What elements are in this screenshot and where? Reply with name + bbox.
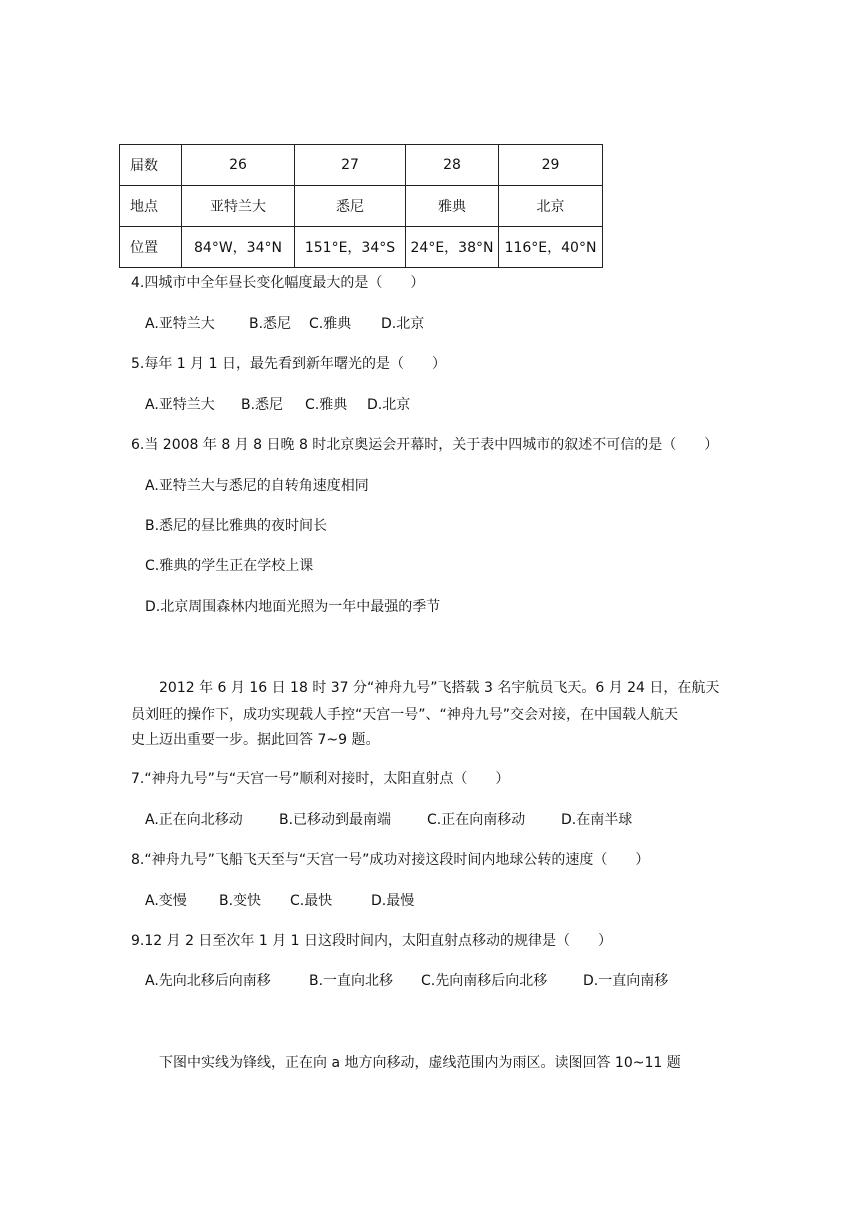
table-row	[120, 227, 603, 268]
passage-line: 史上迈出重要一步。据此回答 7~9 题。	[131, 732, 380, 748]
option-c: C.先向南移后向北移	[421, 973, 548, 989]
option-d: D.北京	[381, 316, 425, 332]
table-cell: 北京	[499, 186, 603, 227]
option-a: A.先向北移后向南移	[145, 973, 271, 989]
table-cell: 24°E，38°N	[406, 227, 499, 268]
option-b: B.已移动到最南端	[279, 812, 392, 828]
table-cell: 27	[295, 145, 406, 186]
table-cell: 悉尼	[295, 186, 406, 227]
question-4-stem: 4.四城市中全年昼长变化幅度最大的是（ ）	[131, 275, 425, 291]
question-4-options	[145, 313, 424, 333]
olympics-table	[119, 144, 603, 268]
table-cell: 116°E，40°N	[499, 227, 603, 268]
question-8-stem: 8.“神舟九号”飞船飞天至与“天宫一号”成功对接这段时间内地球公转的速度（ ）	[131, 852, 650, 868]
question-6-option-d: D.北京周围森林内地面光照为一年中最强的季节	[145, 599, 441, 615]
option-c: C.雅典	[305, 397, 348, 413]
option-a: A.亚特兰大	[145, 316, 215, 332]
table-cell: 亚特兰大	[182, 186, 295, 227]
option-b: B.变快	[219, 893, 262, 909]
option-b: B.悉尼	[241, 397, 284, 413]
table-cell: 84°W，34°N	[182, 227, 295, 268]
option-d: D.最慢	[371, 893, 415, 909]
passage-line: 下图中实线为锋线，正在向 a 地方向移动，虚线范围内为雨区。读图回答 10~11 题	[159, 1055, 681, 1071]
table-row	[120, 186, 603, 227]
option-c: C.最快	[290, 893, 333, 909]
question-9-stem: 9.12 月 2 日至次年 1 月 1 日这段时间内，太阳直射点移动的规律是（ ）	[131, 933, 613, 949]
option-a: A.正在向北移动	[145, 812, 243, 828]
option-c: C.正在向南移动	[427, 812, 526, 828]
option-d: D.北京	[367, 397, 411, 413]
row-header: 地点	[120, 186, 182, 227]
question-5-options	[145, 394, 410, 414]
option-b: B.悉尼	[249, 316, 292, 332]
question-6-option-b: B.悉尼的昼比雅典的夜时间长	[145, 518, 328, 534]
question-7-options	[145, 809, 632, 829]
option-b: B.一直向北移	[309, 973, 394, 989]
table-cell: 雅典	[406, 186, 499, 227]
question-7-stem: 7.“神舟九号”与“天宫一号”顺利对接时，太阳直射点（ ）	[131, 771, 510, 787]
table-cell: 28	[406, 145, 499, 186]
table-cell: 29	[499, 145, 603, 186]
question-9-options	[145, 970, 668, 990]
question-6-stem: 6.当 2008 年 8 月 8 日晚 8 时北京奥运会开幕时，关于表中四城市的叙述不可信的是（ ）	[131, 437, 719, 453]
table-row	[120, 145, 603, 186]
question-8-options	[145, 890, 414, 910]
question-5-stem: 5.每年 1 月 1 日，最先看到新年曙光的是（ ）	[131, 356, 446, 372]
row-header: 届数	[120, 145, 182, 186]
passage-line: 2012 年 6 月 16 日 18 时 37 分“神舟九号”飞搭载 3 名宇航员飞天。6 月 24 日，在航天	[159, 680, 720, 696]
option-a: A.变慢	[145, 893, 187, 909]
question-6-option-c: C.雅典的学生正在学校上课	[145, 558, 314, 574]
option-c: C.雅典	[309, 316, 352, 332]
option-a: A.亚特兰大	[145, 397, 215, 413]
option-d: D.在南半球	[561, 812, 633, 828]
table-cell: 151°E，34°S	[295, 227, 406, 268]
table-cell: 26	[182, 145, 295, 186]
option-d: D.一直向南移	[583, 973, 669, 989]
passage-line: 员刘旺的操作下，成功实现载人手控“天宫一号”、“神舟九号”交会对接，在中国载人航天	[131, 707, 679, 723]
question-6-option-a: A.亚特兰大与悉尼的自转角速度相同	[145, 478, 369, 494]
row-header: 位置	[120, 227, 182, 268]
